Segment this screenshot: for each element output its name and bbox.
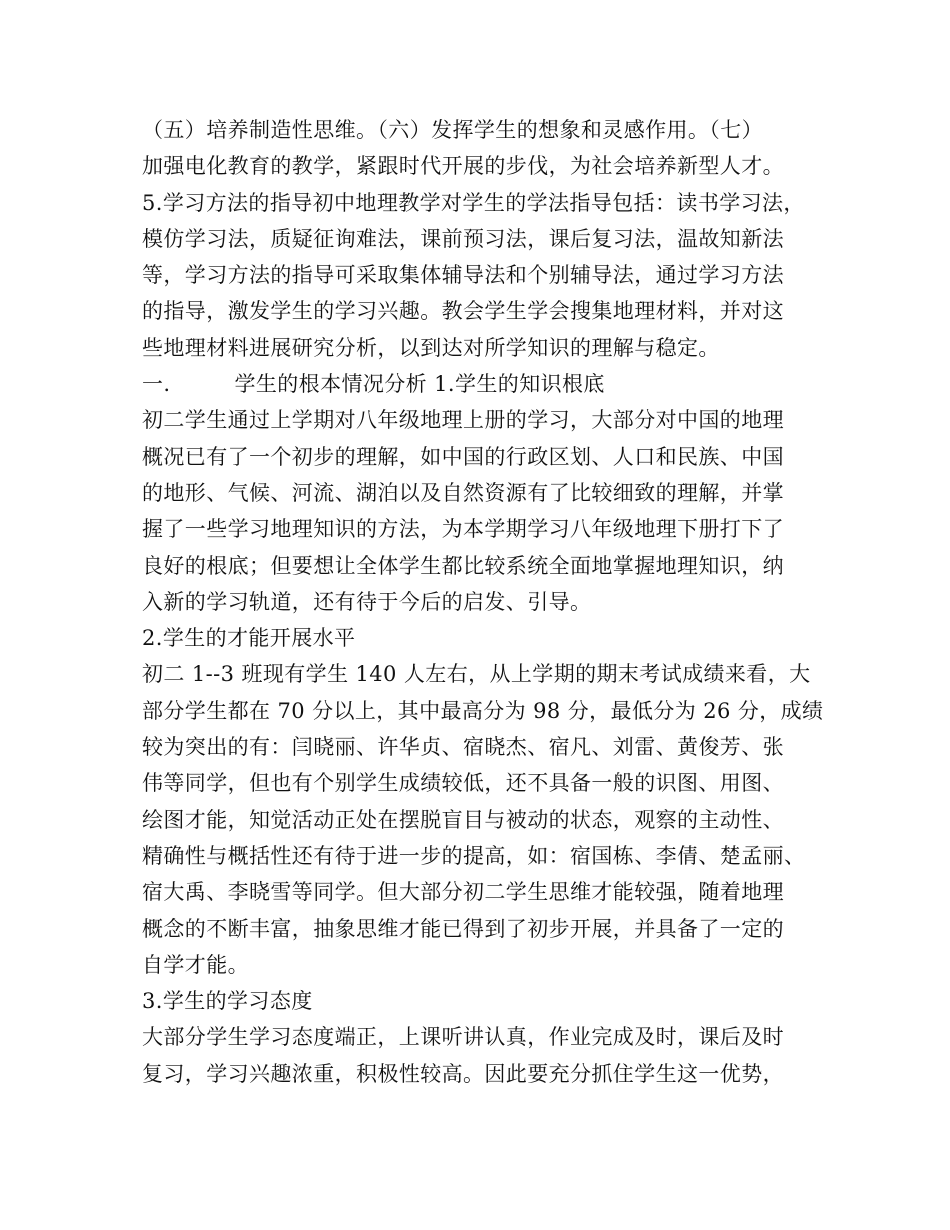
section-heading [142,366,828,402]
text-line: （五）培养制造性思维。（六）发挥学生的想象和灵感作用。（七） [142,118,763,142]
text-line: 模仿学习法，质疑征询难法，课前预习法，课后复习法，温故知新法 [142,226,784,251]
text-line: 概念的不断丰富，抽象思维才能已得到了初步开展，并具备了一定的 [142,916,784,941]
text-line: 概况已有了一个初步的理解，如中国的行政区划、人口和民族、中国 [142,444,784,469]
text-line: 绘图才能，知觉活动正处在摆脱盲目与被动的状态，观察的主动性、 [142,807,784,832]
text-line: 较为突出的有：闫晓丽、许华贞、宿晓杰、宿凡、刘雷、黄俊芳、张 [142,735,784,760]
text-line: 复习，学习兴趣浓重，积极性较高。因此要充分抓住学生这一优势， [142,1061,784,1086]
text-line: 握了一些学习地理知识的方法，为本学期学习八年级地理下册打下了 [142,517,784,542]
text-line: 自学才能。 [142,952,249,977]
text-line: 等，学习方法的指导可采取集体辅导法和个别辅导法，通过学习方法 [142,263,784,288]
text-line: 些地理材料进展研究分析，以到达对所学知识的理解与稳定。 [142,335,720,360]
text-line: 良好的根底；但要想让全体学生都比较系统全面地掌握地理知识，纳 [142,553,784,578]
text-line: 初二 1--3 班现有学生 140 人左右，从上学期的期末考试成绩来看，大 [142,662,811,687]
section-title: 学生的根本情况分析 1.学生的知识根底 [234,372,605,397]
text-line: 5.学习方法的指导初中地理教学对学生的学法指导包括：读书学习法， [142,190,805,215]
text-line: 入新的学习轨道，还有待于今后的启发、引导。 [142,589,592,614]
text-line: 宿大禹、李晓雪等同学。但大部分初二学生思维才能较强，随着地理 [142,880,784,905]
text-line: 的指导，激发学生的学习兴趣。教会学生学会搜集地理材料，并对这 [142,299,784,324]
text-line: 伟等同学，但也有个别学生成绩较低，还不具备一般的识图、用图、 [142,771,784,796]
text-line: 部分学生都在 70 分以上，其中最高分为 98 分，最低分为 26 分，成绩 [142,698,824,723]
document-body [142,112,828,1092]
text-line: 精确性与概括性还有待于进一步的提高，如：宿国栋、李倩、楚孟丽、 [142,843,806,868]
section-number: 一. [142,372,171,397]
text-line: 大部分学生学习态度端正，上课听讲认真，作业完成及时，课后及时 [142,1025,784,1050]
subheading: 3.学生的学习态度 [142,989,313,1014]
text-line: 加强电化教育的教学，紧跟时代开展的步伐，为社会培养新型人才。 [142,154,784,179]
text-line: 初二学生通过上学期对八年级地理上册的学习，大部分对中国的地理 [142,408,784,433]
subheading: 2.学生的才能开展水平 [142,626,356,651]
text-line: 的地形、气候、河流、湖泊以及自然资源有了比较细致的理解，并掌 [142,480,784,505]
